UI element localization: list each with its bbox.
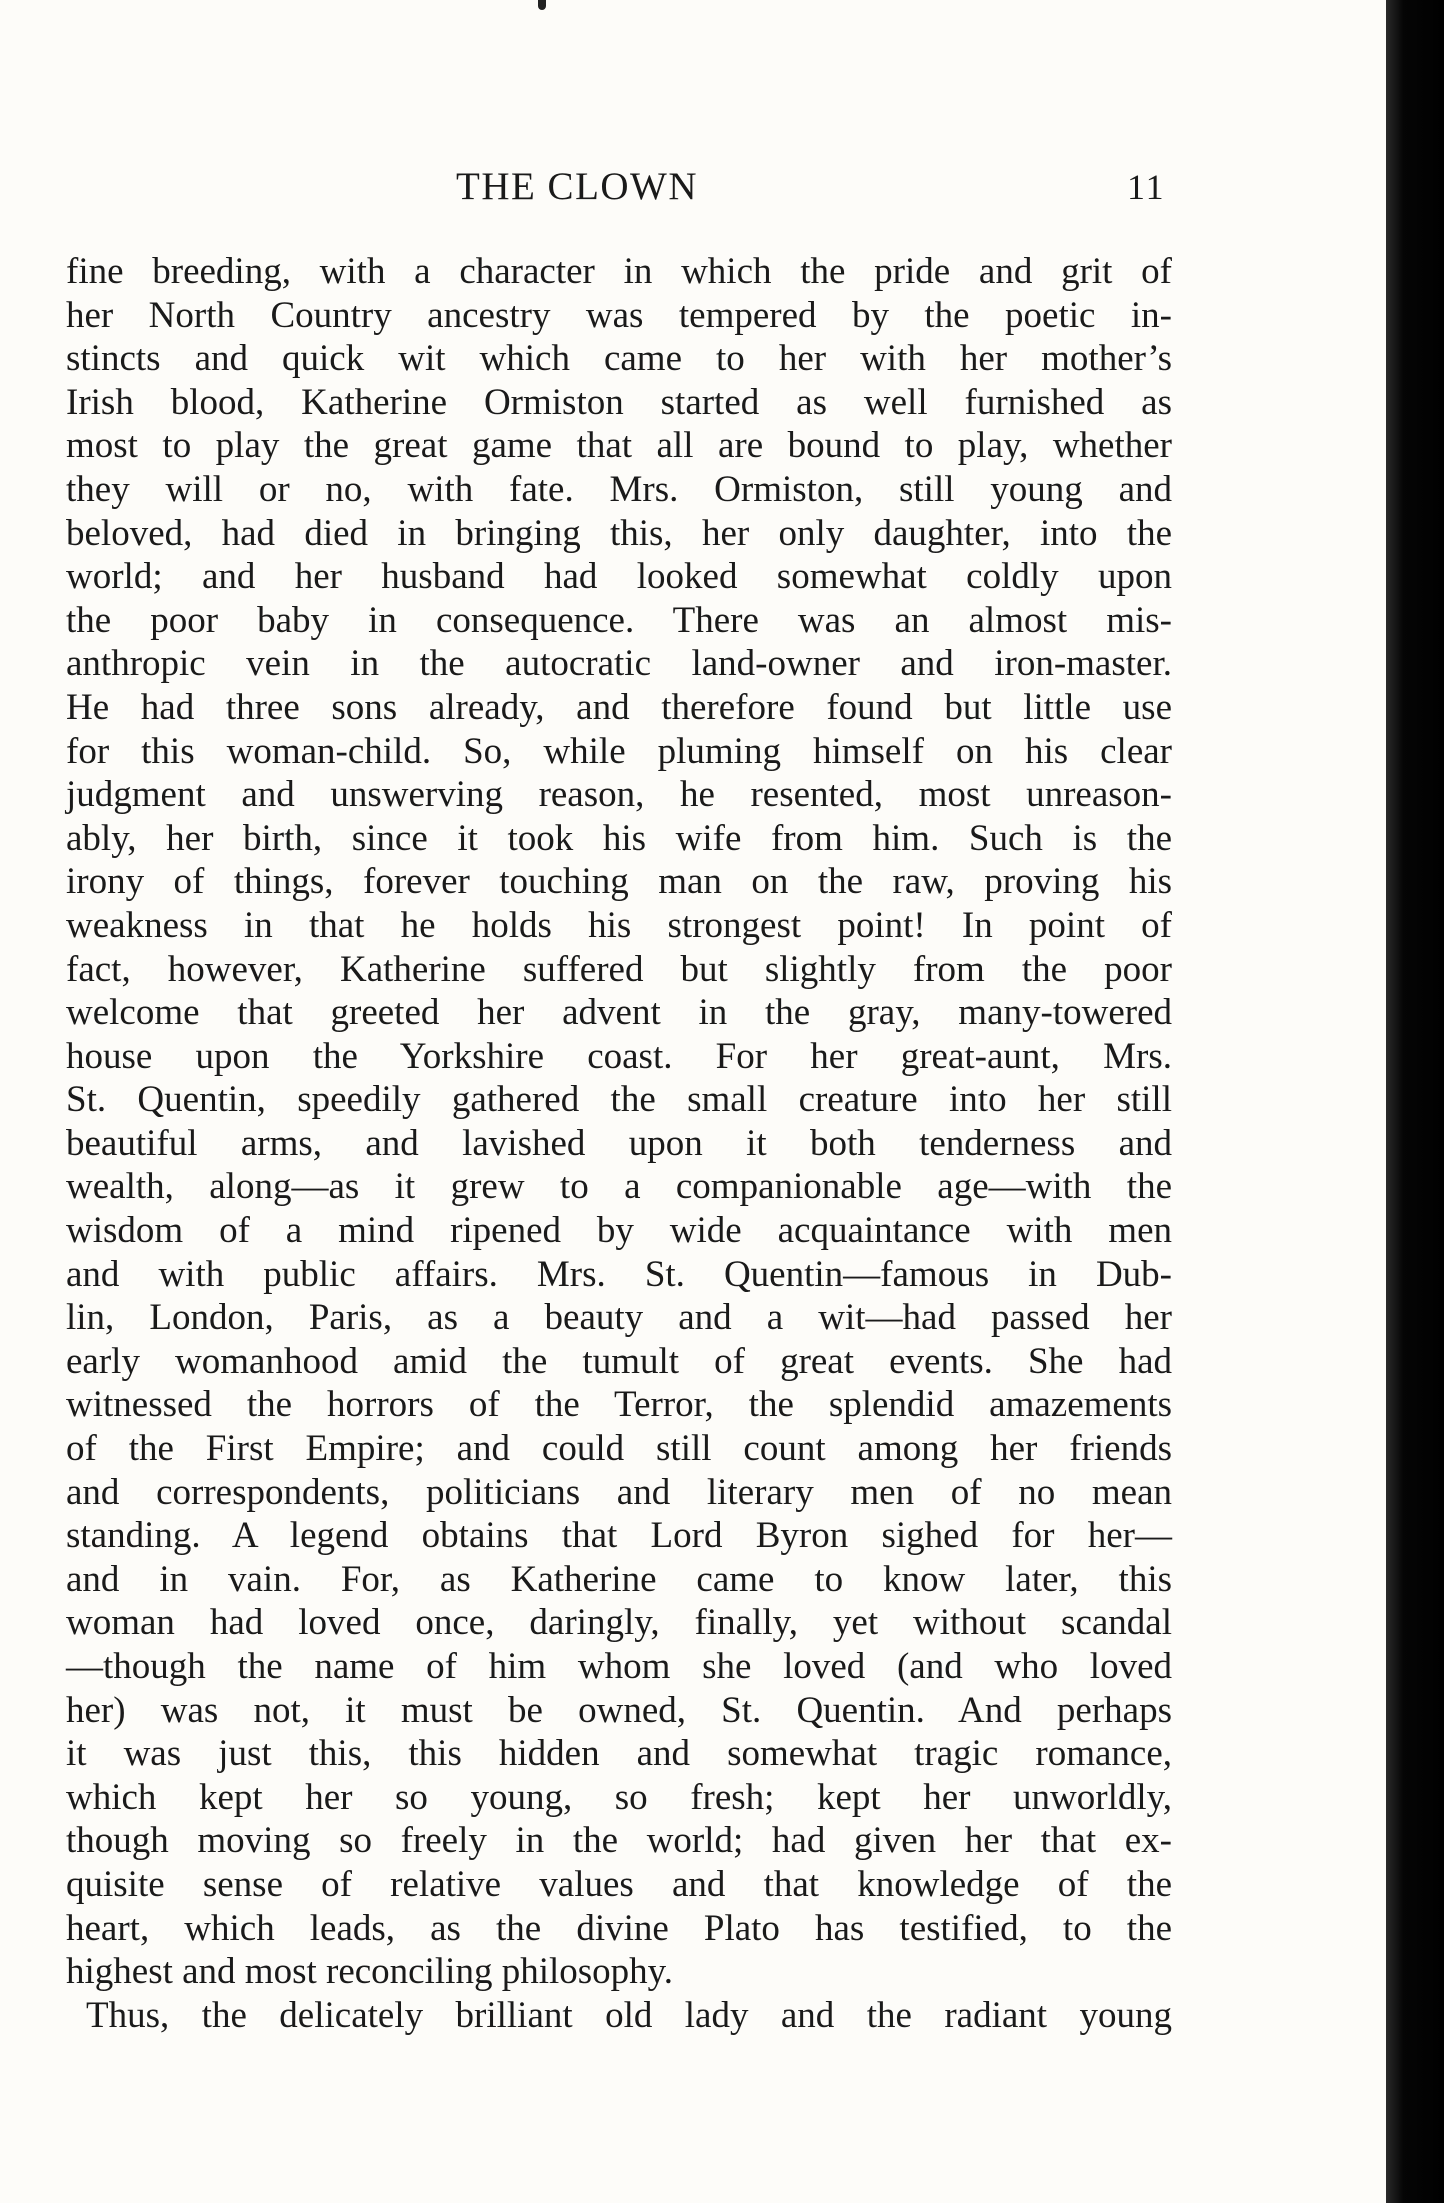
text-line: highest and most reconciling philosophy. bbox=[66, 1951, 673, 1993]
text-line: woman had loved once, daringly, finally, yet without scandal bbox=[66, 1602, 1172, 1644]
text-line: wisdom of a mind ripened by wide acquaintance with men bbox=[66, 1210, 1172, 1252]
text-line: stincts and quick wit which came to her with her mother’s bbox=[66, 338, 1172, 380]
page-number: 11 bbox=[1127, 167, 1166, 207]
text-line: and with public affairs. Mrs. St. Quentin—famous in Dub- bbox=[66, 1253, 1172, 1295]
text-line: St. Quentin, speedily gathered the small creature into her still bbox=[66, 1079, 1172, 1121]
text-line: standing. A legend obtains that Lord Byron sighed for her— bbox=[66, 1515, 1172, 1557]
text-line: it was just this, this hidden and somewhat tragic romance, bbox=[66, 1733, 1172, 1775]
text-line: her North Country ancestry was tempered by the poetic in- bbox=[66, 294, 1172, 336]
text-line: fact, however, Katherine suffered but slightly from the poor bbox=[66, 948, 1172, 990]
text-line: beautiful arms, and lavished upon it both tenderness and bbox=[66, 1122, 1172, 1164]
running-head bbox=[0, 162, 1444, 212]
text-line: quisite sense of relative values and that knowledge of the bbox=[66, 1863, 1172, 1905]
text-line: though moving so freely in the world; had given her that ex- bbox=[66, 1820, 1172, 1862]
text-line: fine breeding, with a character in which the pride and grit of bbox=[66, 251, 1172, 292]
text-line: —though the name of him whom she loved (and who loved bbox=[66, 1646, 1172, 1687]
text-line: and correspondents, politicians and literary men of no mean bbox=[66, 1471, 1172, 1513]
text-line: lin, London, Paris, as a beauty and a wit—had passed her bbox=[66, 1297, 1172, 1339]
text-line: weakness in that he holds his strongest point! In point of bbox=[66, 904, 1172, 946]
text-line: the poor baby in consequence. There was an almost mis- bbox=[66, 599, 1172, 641]
text-line: He had three sons already, and therefore found but little use bbox=[66, 686, 1172, 728]
text-line: her) was not, it must be owned, St. Quentin. And perhaps bbox=[66, 1689, 1172, 1731]
text-line: wealth, along—as it grew to a companionable age—with the bbox=[66, 1166, 1172, 1208]
text-line: ably, her birth, since it took his wife from him. Such is the bbox=[66, 817, 1172, 859]
text-line: irony of things, forever touching man on the raw, proving his bbox=[66, 861, 1172, 903]
scan-edge-shadow bbox=[1386, 0, 1444, 2203]
text-line: Thus, the delicately brilliant old lady and the radiant young bbox=[86, 1994, 1172, 2036]
text-line: anthropic vein in the autocratic land-owner and iron-master. bbox=[66, 643, 1172, 685]
body-text bbox=[66, 250, 1172, 2037]
text-line: early womanhood amid the tumult of great events. She had bbox=[66, 1340, 1172, 1382]
text-line: Irish blood, Katherine Ormiston started as well furnished as bbox=[66, 381, 1172, 423]
text-line: and in vain. For, as Katherine came to know later, this bbox=[66, 1558, 1172, 1600]
running-title: THE CLOWN bbox=[456, 165, 699, 208]
text-line: welcome that greeted her advent in the gray, many-towered bbox=[66, 992, 1172, 1034]
text-line: they will or no, with fate. Mrs. Ormiston, still young and bbox=[66, 468, 1172, 510]
text-line: beloved, had died in bringing this, her only daughter, into the bbox=[66, 512, 1172, 554]
text-line: house upon the Yorkshire coast. For her great-aunt, Mrs. bbox=[66, 1035, 1172, 1077]
text-line: witnessed the horrors of the Terror, the splendid amazements bbox=[66, 1384, 1172, 1426]
text-line: heart, which leads, as the divine Plato has testified, to the bbox=[66, 1907, 1172, 1949]
print-speck bbox=[538, 0, 546, 10]
text-line: which kept her so young, so fresh; kept her unworldly, bbox=[66, 1776, 1172, 1818]
text-line: world; and her husband had looked somewhat coldly upon bbox=[66, 556, 1172, 598]
text-line: most to play the great game that all are bound to play, whether bbox=[66, 425, 1172, 467]
text-line: of the First Empire; and could still count among her friends bbox=[66, 1428, 1172, 1470]
text-line: for this woman-child. So, while pluming himself on his clear bbox=[66, 730, 1172, 772]
text-line: judgment and unswerving reason, he resented, most unreason- bbox=[66, 774, 1172, 816]
